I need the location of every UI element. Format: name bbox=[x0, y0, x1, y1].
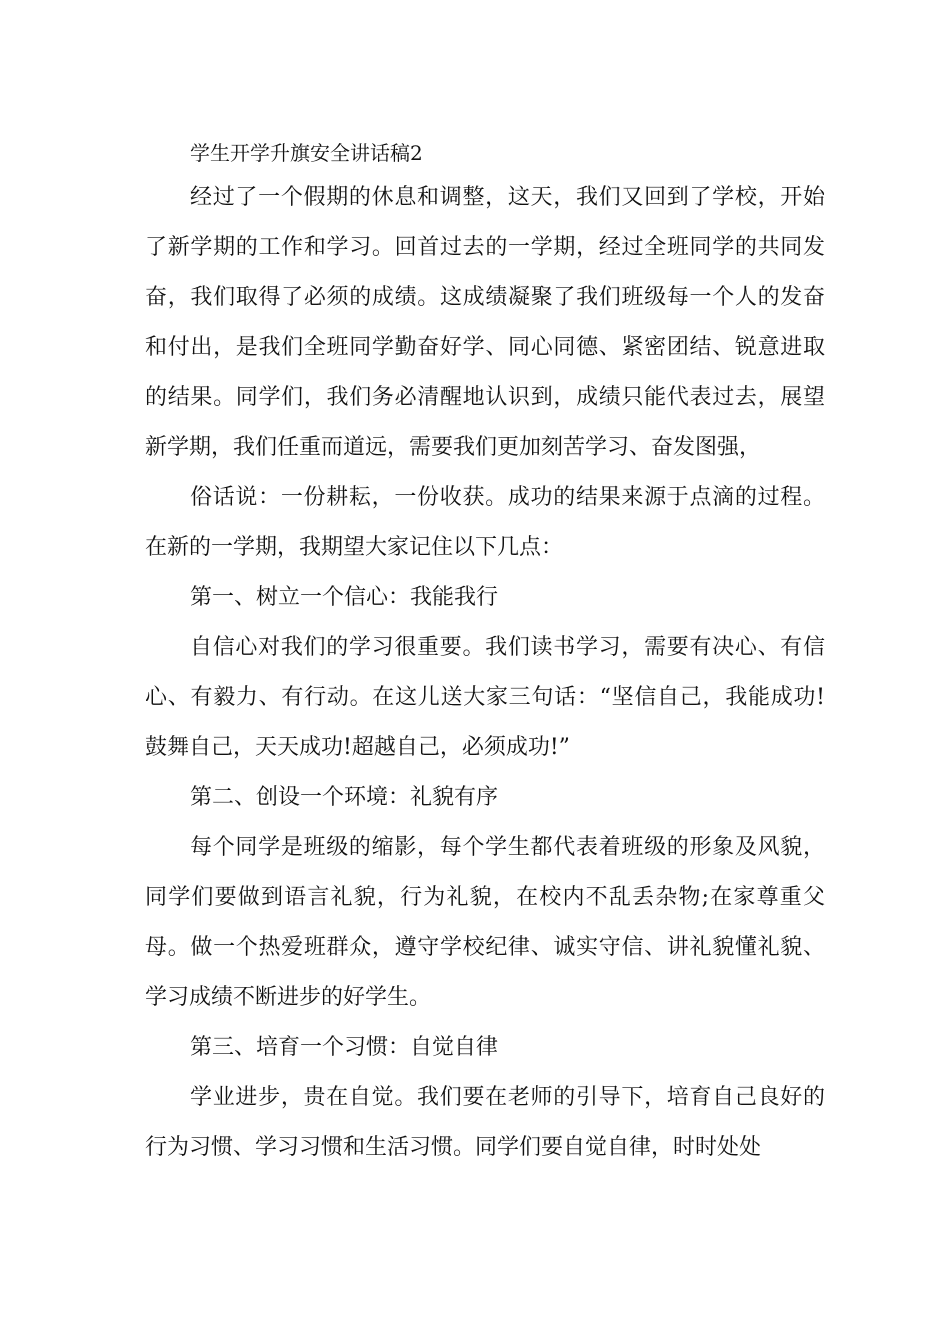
heading-point-three: 第三、培育一个习惯：自觉自律 bbox=[190, 1035, 499, 1060]
paragraph-habit: 学业进步，贵在自觉。我们要在老师的引导下，培育自己良好的行为习惯、学习习惯和生活习惯。同学们要自觉自律，时时处处 bbox=[145, 1085, 825, 1160]
paragraph-confidence: 自信心对我们的学习很重要。我们读书学习，需要有决心、有信心、有毅力、有行动。在这儿送大家三句话：“坚信自己，我能成功!鼓舞自己，天天成功!超越自己，必须成功!” bbox=[145, 635, 825, 760]
heading-point-two: 第二、创设一个环境：礼貌有序 bbox=[190, 785, 499, 810]
document-title: 学生开学升旗安全讲话稿2 bbox=[190, 141, 423, 165]
paragraph-proverb: 俗话说：一份耕耘，一份收获。成功的结果来源于点滴的过程。在新的一学期，我期望大家记住以下几点： bbox=[145, 485, 825, 560]
heading-point-one: 第一、树立一个信心：我能我行 bbox=[190, 585, 499, 610]
paragraph-environment: 每个同学是班级的缩影，每个学生都代表着班级的形象及风貌，同学们要做到语言礼貌，行为礼貌，在校内不乱丢杂物;在家尊重父母。做一个热爱班群众，遵守学校纪律、诚实守信、讲礼貌懂礼貌、学习成绩不断进步的好学生。 bbox=[145, 835, 825, 1010]
paragraph-review: 经过了一个假期的休息和调整，这天，我们又回到了学校，开始了新学期的工作和学习。回首过去的一学期，经过全班同学的共同发奋，我们取得了必须的成绩。这成绩凝聚了我们班级每一个人的发奋和付出，是我们全班同学勤奋好学、同心同德、紧密团结、锐意进取的结果。同学们，我们务必清醒地认识到，成绩只能代表过去，展望新学期，我们任重而道远，需要我们更加刻苦学习、奋发图强， bbox=[145, 185, 825, 460]
document-body bbox=[145, 133, 825, 1173]
